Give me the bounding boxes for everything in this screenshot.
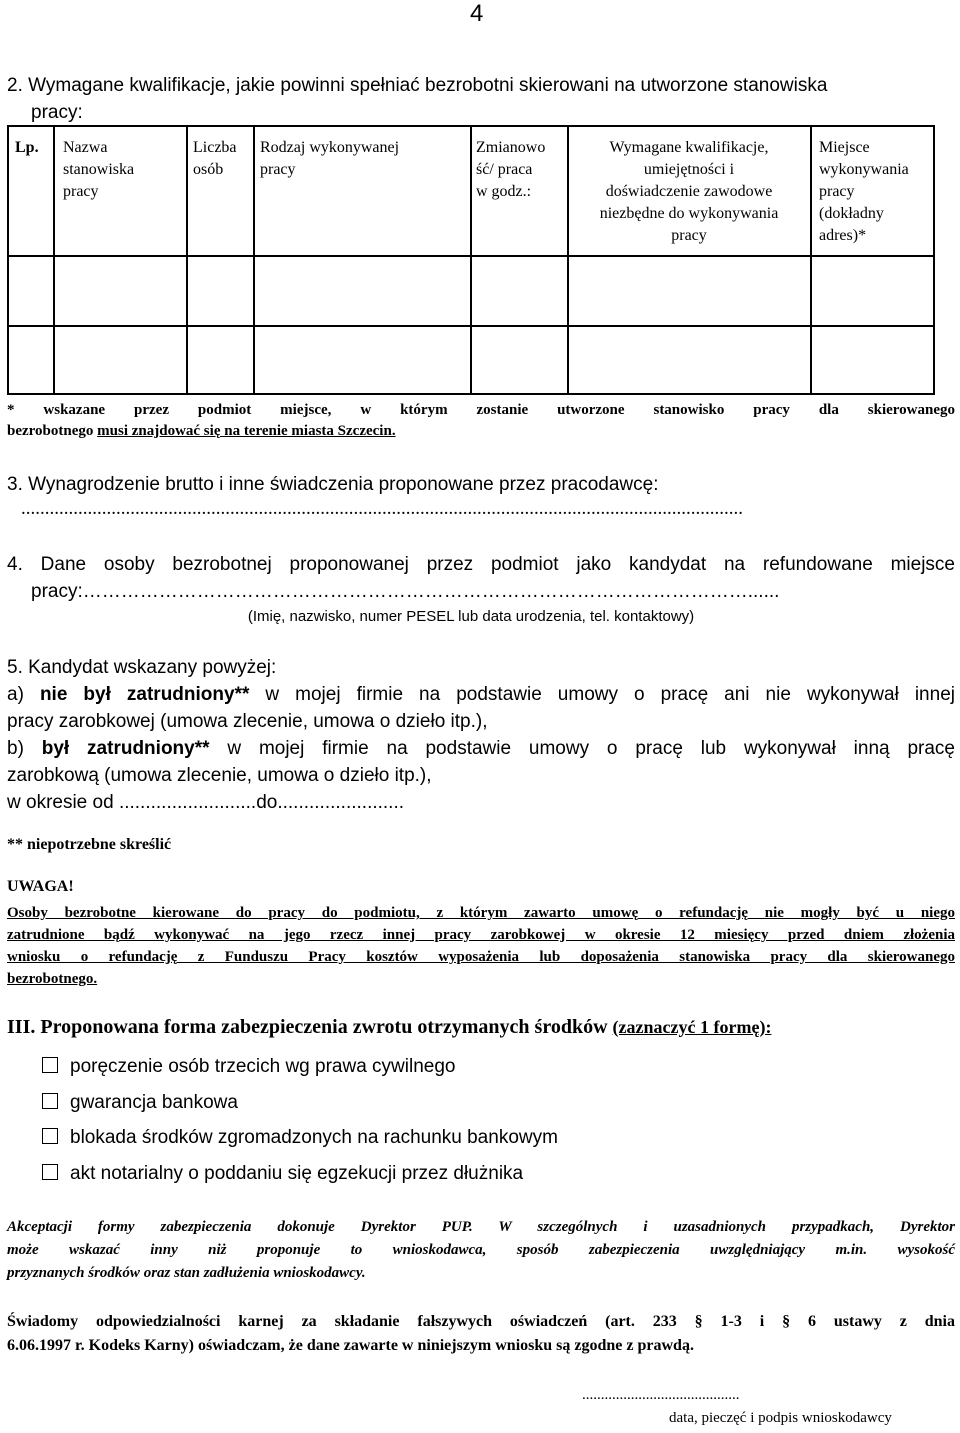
checkbox[interactable]: [42, 1093, 58, 1109]
warning-title: UWAGA!: [7, 878, 74, 895]
col-header-count: Liczba osób: [193, 139, 237, 178]
section-4-heading: 4. Dane osoby bezrobotnej proponowanej przez podmiot jako kandydat na refundowane miejsce: [7, 554, 955, 575]
candidate-caption: (Imię, nazwisko, numer PESEL lub data urodzenia, tel. kontaktowy): [247, 608, 695, 625]
section-5-heading: 5. Kandydat wskazany powyżej:: [7, 657, 277, 678]
col-header-lp: Lp.: [15, 139, 39, 156]
col-header-shifts: Zmianowo ść/ praca w godz.:: [476, 139, 546, 200]
employment-period-field[interactable]: w okresie od ..........................do........................: [7, 792, 405, 813]
section-5: [7, 654, 955, 816]
strike-note: ** niepotrzebne skreślić: [7, 836, 172, 853]
security-option[interactable]: poręczenie osób trzecich wg prawa cywilnego: [42, 1054, 455, 1080]
option-a-line1: a) nie był zatrudniony** w mojej firmie na podstawie umowy o pracę ani nie wykonywał innej: [7, 684, 955, 705]
option-b-line1: b) był zatrudniony** w mojej firmie na podstawie umowy o pracę lub wykonywał inną pracę: [7, 738, 955, 759]
section-3: [7, 471, 955, 520]
option-a-line2: pracy zarobkowej (umowa zlecenie, umowa o dzieło itp.),: [7, 711, 488, 732]
checkbox[interactable]: [42, 1128, 58, 1144]
section-2-heading: [7, 72, 827, 126]
section-4: [7, 551, 955, 629]
security-option[interactable]: akt notarialny o poddaniu się egzekucji przez dłużnika: [42, 1161, 523, 1187]
section-2-heading-line2: pracy:: [31, 102, 83, 123]
warning-text: Osoby bezrobotne kierowane do pracy do podmiotu, z którym zawarto umowę o refundację nie mogły być u niego zatrudnione bądź wykonywać na jego rzecz innej pracy zarobkowej w okresie 12 miesięcy przed dniem złożenia wniosku o refundację z Funduszu Pracy kosztów wyposażenia lub doposażenia stanowiska pracy dla skierowanego bezrobotnego.: [7, 905, 955, 987]
candidate-field[interactable]: pracy:……………………………………………………………………………………………......: [31, 581, 780, 602]
section-iii-heading: III. Proponowana forma zabezpieczenia zwrotu otrzymanych środków (zaznaczyć 1 formę):: [7, 1016, 772, 1038]
section-2-heading-line1: 2. Wymagane kwalifikacje, jakie powinni spełniać bezrobotni skierowani na utworzone stanowiska: [7, 75, 828, 96]
declaration: Świadomy odpowiedzialności karnej za składanie fałszywych oświadczeń (art. 233 § 1-3 i § 6 ustawy z dnia 6.06.1997 r. Kodeks Karny) oświadczam, że dane zawarte w niniejszym wniosku są zgodne z prawdą.: [7, 1313, 955, 1354]
option-b-line2: zarobkową (umowa zlecenie, umowa o dzieło itp.),: [7, 765, 432, 786]
section-3-heading: 3. Wynagrodzenie brutto i inne świadczenia proponowane przez pracodawcę:: [7, 474, 659, 495]
qualifications-table: [7, 125, 935, 395]
checkbox[interactable]: [42, 1057, 58, 1073]
salary-field[interactable]: ........................................................................................................................................................: [21, 498, 743, 519]
signature-line[interactable]: ..........................................: [582, 1387, 740, 1403]
checkbox[interactable]: [42, 1164, 58, 1180]
security-option[interactable]: blokada środków zgromadzonych na rachunku bankowym: [42, 1125, 558, 1151]
col-header-work-type: Rodzaj wykonywanej pracy: [260, 139, 400, 178]
security-note: Akceptacji formy zabezpieczenia dokonuje Dyrektor PUP. W szczególnych i uzasadnionych przypadkach, Dyrektor może wskazać inny niż proponuje to wnioskodawca, sposób zabezpieczenia uwzględniający m.in. wysokość przyznanych środków oraz stan zadłużenia wnioskodawcy.: [7, 1219, 955, 1281]
security-option[interactable]: gwarancja bankowa: [42, 1090, 238, 1116]
col-header-name: Nazwa stanowiska pracy: [63, 139, 135, 200]
signature-caption: data, pieczęć i podpis wnioskodawcy: [669, 1410, 892, 1426]
col-header-qualifications: Wymagane kwalifikacje, umiejętności i doświadczenie zawodowe niezbędne do wykonywania pracy: [599, 139, 779, 244]
table-footnote: * wskazane przez podmiot miejsce, w którym zostanie utworzone stanowisko pracy dla skierowanego bezrobotnego musi znajdować się na terenie miasta Szczecin.: [7, 402, 955, 439]
page-number: 4: [470, 0, 484, 27]
col-header-place: Miejsce wykonywania pracy (dokładny adres)*: [819, 139, 909, 244]
